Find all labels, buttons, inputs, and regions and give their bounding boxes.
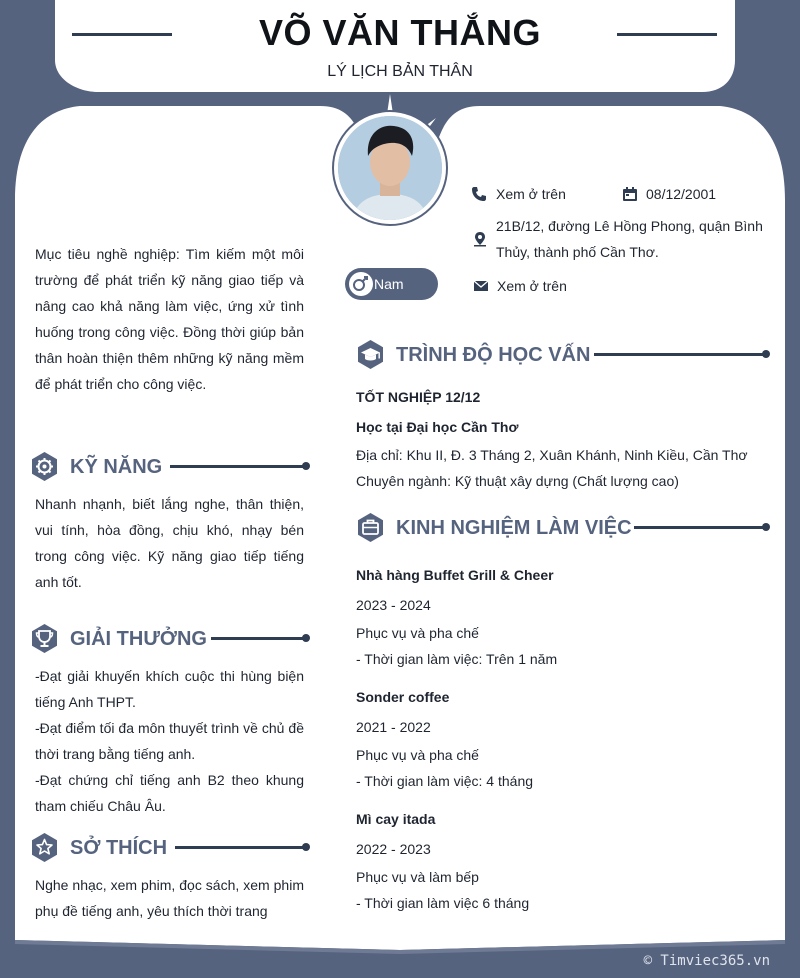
job-duration: - Thời gian làm việc: 4 tháng <box>356 773 534 789</box>
awards-divider-dot <box>302 634 310 642</box>
career-objective: Mục tiêu nghề nghiệp: Tìm kiếm một môi trường để phát triển kỹ năng giao tiếp và nâng cao khả năng làm việc, ứng xử tình huống trong công việc. Đồng thời giúp bản thân hoàn thiện thêm những kỹ năng mềm để phát triển cho công việc. <box>35 246 304 392</box>
candidate-name: VÕ VĂN THẮNG <box>258 12 541 53</box>
settings-icon <box>29 451 60 482</box>
experience-divider-dot <box>762 523 770 531</box>
email-value: Xem ở trên <box>497 278 567 294</box>
skills-divider <box>170 465 306 468</box>
mail-icon <box>473 278 489 294</box>
education-divider <box>594 353 766 356</box>
awards-divider <box>211 637 306 640</box>
awards-heading: GIẢI THƯỞNG <box>70 628 207 650</box>
hobbies-heading: SỞ THÍCH <box>70 837 168 859</box>
calendar-icon <box>622 186 638 202</box>
job-duration: - Thời gian làm việc: Trên 1 năm <box>356 651 558 667</box>
experience-divider <box>634 526 766 529</box>
job-duration: - Thời gian làm việc 6 tháng <box>356 895 530 911</box>
phone-value: Xem ở trên <box>496 186 566 202</box>
award-item: -Đạt chứng chỉ tiếng anh B2 theo khung tham chiếu Châu Âu. <box>35 772 304 814</box>
phone-icon <box>471 186 487 202</box>
cv-subtitle: LÝ LỊCH BẢN THÂN <box>327 63 473 80</box>
hobbies-divider <box>175 846 306 849</box>
job-role: Phục vụ và pha chế <box>356 625 479 641</box>
education-major: Chuyên ngành: Kỹ thuật xây dựng (Chất lượng cao) <box>356 473 679 489</box>
job-role: Phục vụ và làm bếp <box>356 869 479 885</box>
gender-icon <box>349 272 373 296</box>
hobbies-text: Nghe nhạc, xem phim, đọc sách, xem phim phụ đề tiếng anh, yêu thích thời trang <box>35 877 304 919</box>
briefcase-icon <box>355 512 386 543</box>
location-icon <box>472 231 488 247</box>
education-divider-dot <box>762 350 770 358</box>
trophy-icon <box>29 623 60 654</box>
gender-value: Nam <box>374 276 404 292</box>
job-company: Sonder coffee <box>356 689 450 705</box>
star-icon <box>29 832 60 863</box>
education-level: TỐT NGHIỆP 12/12 <box>356 389 481 405</box>
job-period: 2022 - 2023 <box>356 841 431 857</box>
hobbies-divider-dot <box>302 843 310 851</box>
education-address: Địa chỉ: Khu II, Đ. 3 Tháng 2, Xuân Khánh, Ninh Kiều, Cần Thơ <box>356 447 748 463</box>
profile-photo <box>334 112 446 224</box>
skills-heading: KỸ NĂNG <box>70 456 163 478</box>
birthday-value: 08/12/2001 <box>646 186 717 202</box>
awards-list <box>35 663 304 819</box>
job-company: Nhà hàng Buffet Grill & Cheer <box>356 567 554 583</box>
gender-badge <box>345 268 438 300</box>
address-value: 21B/12, đường Lê Hồng Phong, quận Bình Thủy, thành phố Cần Thơ. <box>496 218 763 260</box>
job-period: 2023 - 2024 <box>356 597 431 613</box>
experience-heading: KINH NGHIỆM LÀM VIỆC <box>396 517 632 539</box>
graduation-cap-icon <box>355 339 386 370</box>
education-heading: TRÌNH ĐỘ HỌC VẤN <box>396 344 591 366</box>
job-period: 2021 - 2022 <box>356 719 431 735</box>
education-school: Học tại Đại học Cần Thơ <box>356 419 519 435</box>
job-role: Phục vụ và pha chế <box>356 747 479 763</box>
award-item: -Đạt giải khuyến khích cuộc thi hùng biện tiếng Anh THPT. <box>35 668 304 710</box>
job-company: Mì cay itada <box>356 811 436 827</box>
skills-divider-dot <box>302 462 310 470</box>
footer-credit: © Timviec365.vn <box>643 953 770 969</box>
skills-text: Nhanh nhạnh, biết lắng nghe, thân thiện, vui tính, hòa đồng, chịu khó, nhạy bén trong công việc. Kỹ năng giao tiếp tiếng anh tốt. <box>35 496 304 590</box>
award-item: -Đạt điểm tối đa môn thuyết trình về chủ đề thời trang bằng tiếng anh. <box>35 720 304 762</box>
